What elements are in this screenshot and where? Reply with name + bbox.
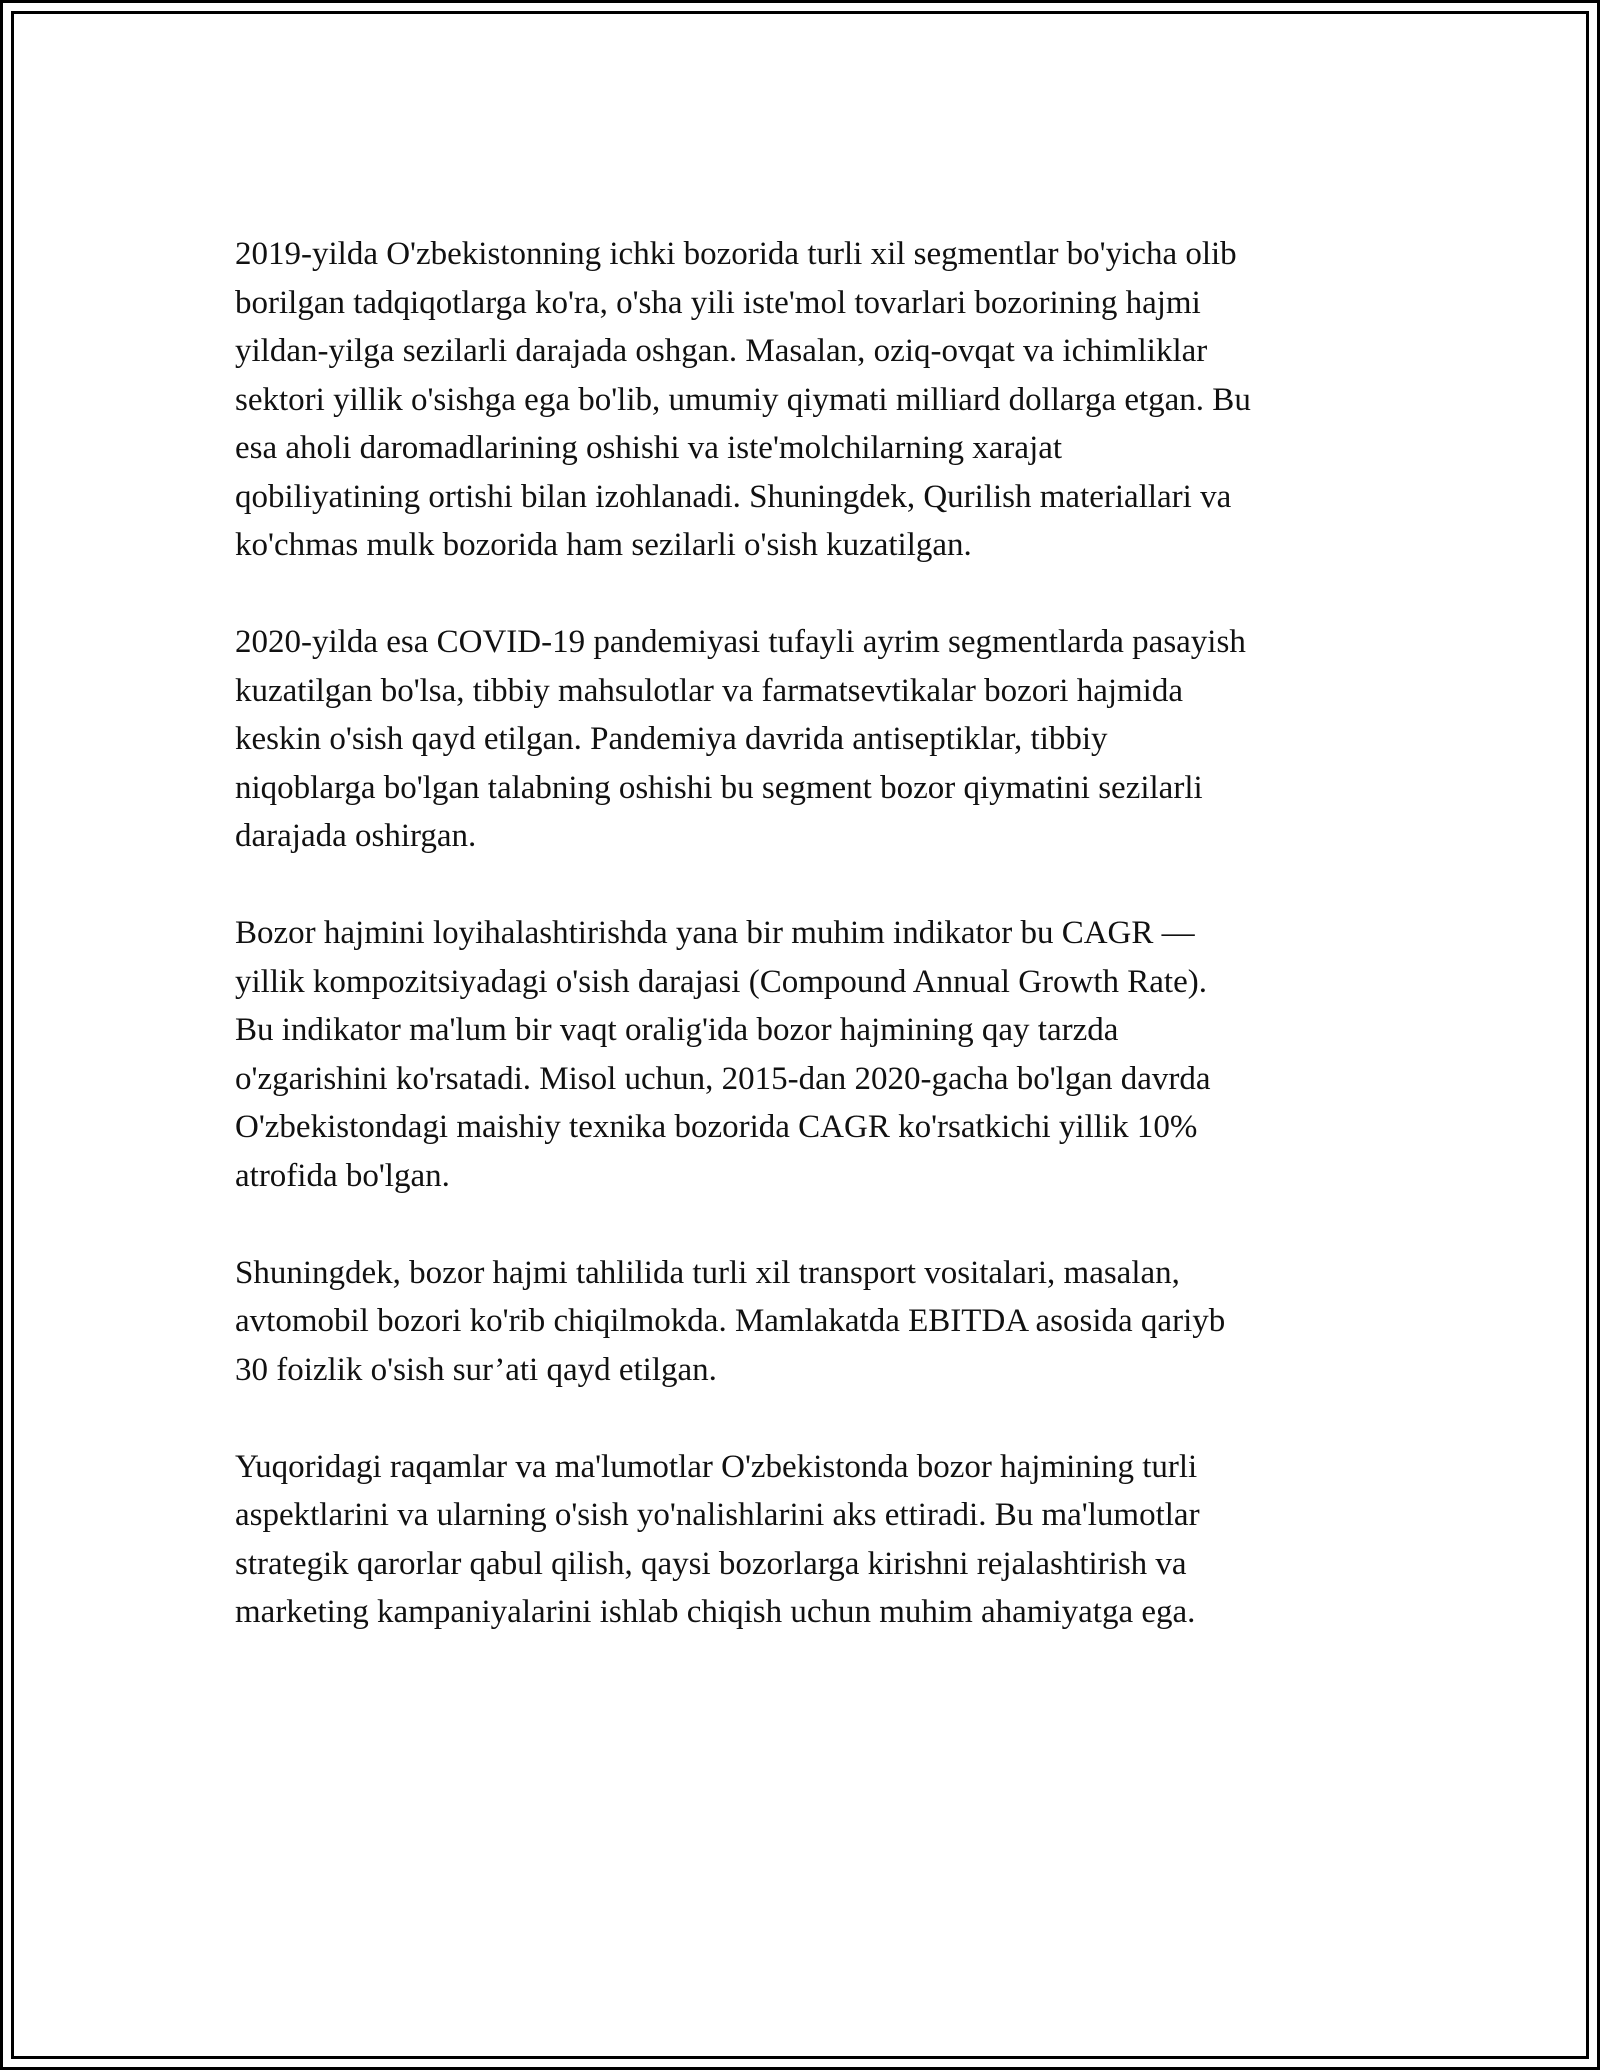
paragraph-transport: Shuningdek, bozor hajmi tahlilida turli xil transport vositalari, masalan, avtomobil bozori ko'rib chiqilmokda. Mamlakatda EBITDA asosida qariyb 30 foizlik o'sish sur’ati qayd etilgan. [235,1254,1226,1388]
paragraph-covid-2020: 2020-yilda esa COVID-19 pandemiyasi tufayli ayrim segmentlarda pasayish kuzatilgan bo'lsa, tibbiy mahsulotlar va farmatsevtikalar bozori hajmida keskin o'sish qayd etilgan. Pandemiya davrida antiseptiklar, tibbiy niqoblarga bo'lgan talabning oshishi bu segment bozor qiymatini sezilarli darajada oshirgan. [235,624,1246,854]
paragraph-cagr: Bozor hajmini loyihalashtirishda yana bir muhim indikator bu CAGR — yillik kompozitsiyadagi o'sish darajasi (Compound Annual Growth Rate). Bu indikator ma'lum bir vaqt oralig'ida bozor hajmining qay tarzda o'zgarishini ko'rsatadi. Misol uchun, 2015-dan 2020-gacha bo'lgan davrda O'zbekistondagi maishiy texnika bozorida CAGR ko'rsatkichi yillik 10% atrofida bo'lgan. [235,915,1211,1194]
document-body [235,230,1365,1685]
paragraph-market-2019: 2019-yilda O'zbekistonning ichki bozorida turli xil segmentlar bo'yicha olib borilgan tadqiqotlarga ko'ra, o'sha yili iste'mol tovarlari bozorining hajmi yildan-yilga sezilarli darajada oshgan. Masalan, oziq-ovqat va ichimliklar sektori yillik o'sishga ega bo'lib, umumiy qiymati milliard dollarga etgan. Bu esa aholi daromadlarining oshishi va iste'molchilarning xarajat qobiliyatining ortishi bilan izohlanadi. Shuningdek, Qurilish materiallari va ko'chmas mulk bozorida ham sezilarli o'sish kuzatilgan. [235,236,1251,563]
paragraph-conclusion: Yuqoridagi raqamlar va ma'lumotlar O'zbekistonda bozor hajmining turli aspektlarini va ularning o'sish yo'nalishlarini aks ettiradi. Bu ma'lumotlar strategik qarorlar qabul qilish, qaysi bozorlarga kirishni rejalashtirish va marketing kampaniyalarini ishlab chiqish uchun muhim ahamiyatga ega. [235,1448,1200,1630]
